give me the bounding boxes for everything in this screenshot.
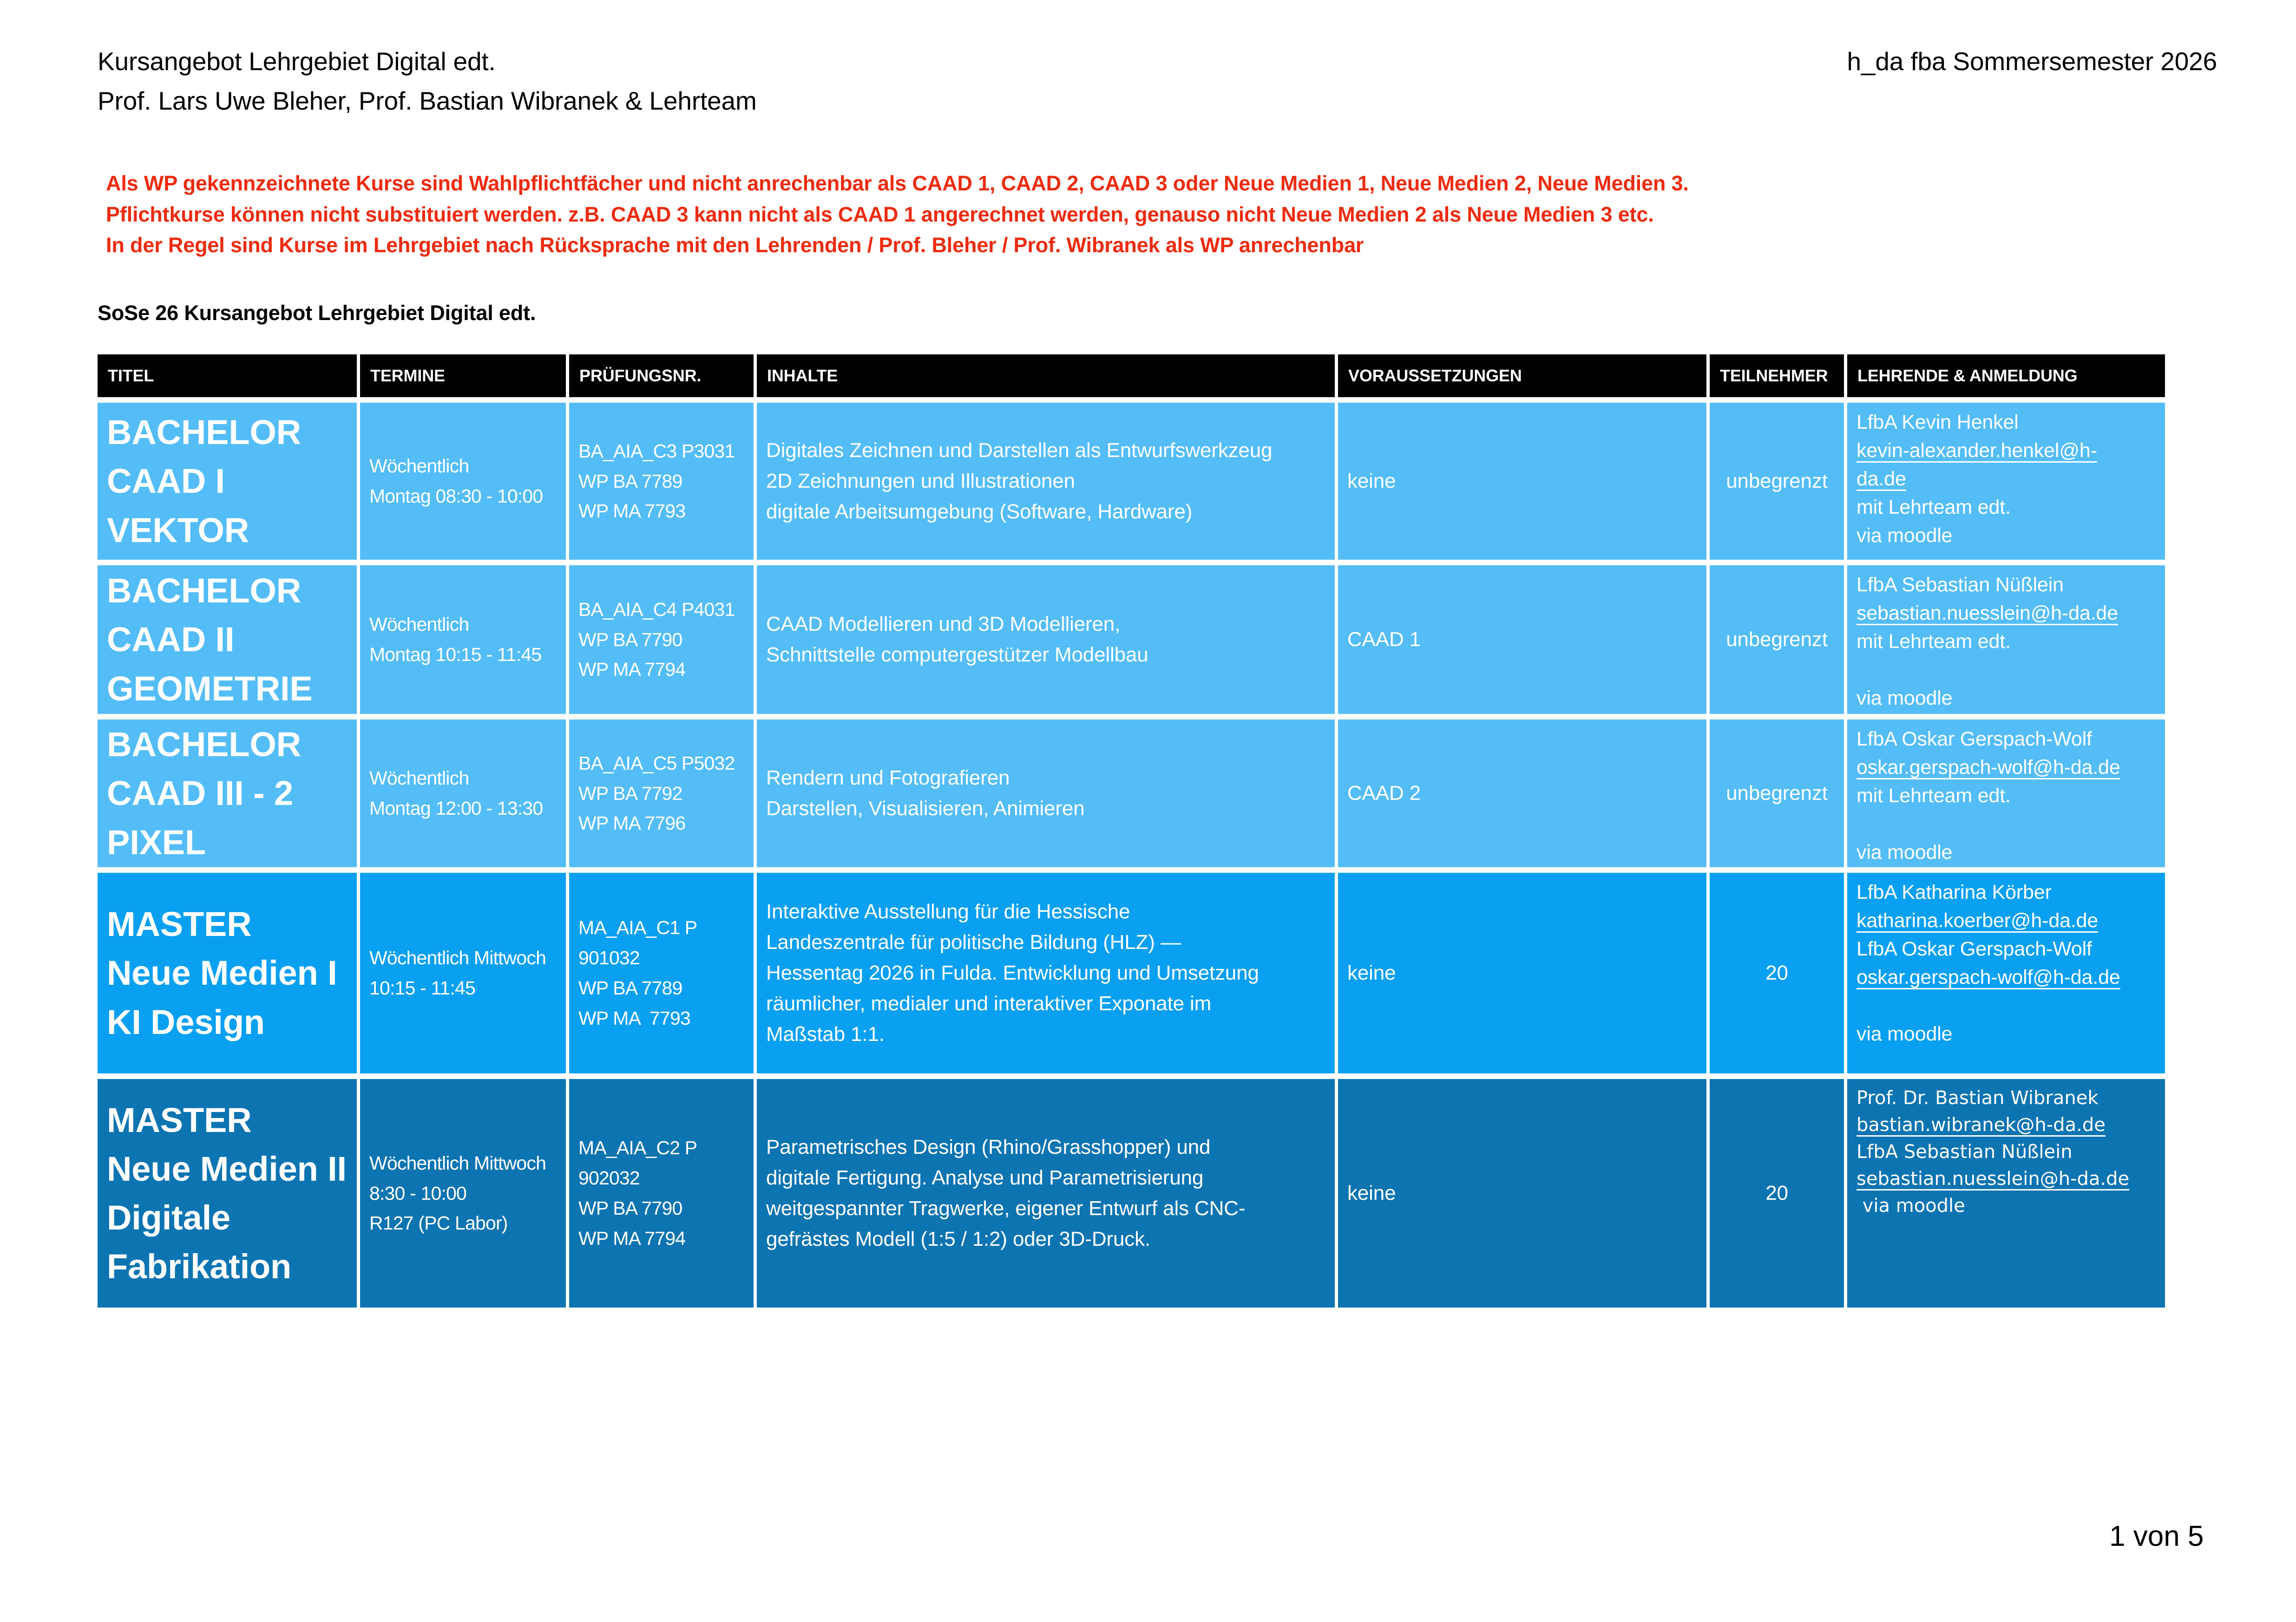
schedule-line: 10:15 - 11:45 [369, 977, 475, 999]
table-row [98, 719, 2165, 867]
instructor-line: LfbA Katharina Körber [1856, 881, 2052, 903]
schedule-line: Montag 12:00 - 13:30 [369, 798, 543, 819]
exam-number [569, 873, 754, 1073]
schedule-line: R127 (PC Labor) [369, 1212, 508, 1234]
instructor-line [1856, 656, 2159, 684]
course-title-line: BACHELOR [107, 413, 302, 452]
course-title [98, 403, 357, 560]
content-line: Digitales Zeichnen und Darstellen als Entwurfswerkzeug [766, 439, 1273, 462]
exam-number [569, 1079, 754, 1308]
email-link[interactable]: kevin-alexander.henkel@h- [1856, 439, 2097, 462]
table-row [98, 873, 2165, 1073]
column-header-7: LEHRENDE & ANMELDUNG [1847, 354, 2165, 397]
content-line: 2D Zeichnungen und Illustrationen [766, 470, 1075, 492]
content-line: Interaktive Ausstellung für die Hessische [766, 900, 1130, 923]
content-line: Parametrisches Design (Rhino/Grasshopper) und [766, 1136, 1211, 1158]
instructor-line: mit Lehrteam edt. [1856, 785, 2011, 807]
exam-number-line: WP BA 7790 [578, 1197, 682, 1219]
column-header-4: INHALTE [757, 354, 1335, 397]
email-link[interactable]: oskar.gerspach-wolf@h-da.de [1856, 966, 2120, 989]
column-header-5: VORAUSSETZUNGEN [1338, 354, 1706, 397]
instructor-line: mit Lehrteam edt. [1856, 496, 2011, 519]
content-line: Landeszentrale für politische Bildung (HLZ) — [766, 931, 1181, 954]
exam-number-line: BA_AIA_C5 P5032 [578, 752, 735, 774]
course-title-line: VEKTOR [107, 510, 249, 549]
email-link[interactable]: sebastian.nuesslein@h-da.de [1856, 1168, 2130, 1190]
participants: 20 [1710, 873, 1844, 1073]
instructor-line: LfbA Oskar Gerspach-Wolf [1856, 728, 2092, 750]
column-header-2: TERMINE [360, 354, 566, 397]
content-line: gefrästes Modell (1:5 / 1:2) oder 3D-Druck. [766, 1228, 1151, 1250]
course-title [98, 873, 357, 1073]
exam-number-line: WP BA 7789 [578, 977, 682, 999]
content-line: räumlicher, medialer und interaktiver Exponate im [766, 992, 1212, 1015]
email-link[interactable]: katharina.koerber@h-da.de [1856, 909, 2099, 932]
email-link[interactable]: oskar.gerspach-wolf@h-da.de [1856, 756, 2120, 779]
instructor-line: via moodle [1856, 687, 1953, 710]
exam-number-line: WP MA 7794 [578, 1227, 686, 1249]
course-content [757, 403, 1335, 560]
notice-line-1: Als WP gekennzeichnete Kurse sind Wahlpflichtfächer und nicht anrechenbar als CAAD 1, CAAD 2, CAAD 3 oder Neue Medien 1, Neue Medien 2, Neue Medien 3. [106, 171, 1689, 195]
schedule-line: Montag 10:15 - 11:45 [369, 644, 542, 665]
course-title-line: Fabrikation [107, 1247, 292, 1286]
instructor-line: mit Lehrteam edt. [1856, 630, 2011, 653]
exam-number-line: MA_AIA_C2 P 902032 [578, 1137, 702, 1189]
schedule-line: Montag 08:30 - 10:00 [369, 485, 543, 507]
email-link[interactable]: da.de [1856, 468, 1906, 491]
course-title [98, 719, 357, 867]
prerequisites: keine [1338, 873, 1706, 1073]
instructors [1847, 565, 2165, 714]
table-caption: SoSe 26 Kursangebot Lehrgebiet Digital edt. [98, 301, 536, 325]
course-content [757, 719, 1335, 867]
course-content [757, 873, 1335, 1073]
instructors [1847, 403, 2165, 560]
instructor-line: via moodle [1856, 1195, 1965, 1216]
course-title-line: CAAD II [107, 620, 235, 659]
course-title-line: MASTER [107, 905, 252, 944]
instructor-line [1856, 992, 2159, 1020]
instructors [1847, 719, 2165, 867]
exam-number-line: WP MA 7793 [578, 500, 686, 522]
course-title-line: BACHELOR [107, 571, 302, 610]
table-header-row [98, 354, 2165, 397]
participants: 20 [1710, 1079, 1844, 1308]
instructor-line: via moodle [1856, 1023, 1953, 1046]
exam-number-line: WP MA 7796 [578, 812, 686, 834]
wp-notice [106, 168, 1689, 261]
content-line: weitgespannter Tragwerke, eigener Entwurf als CNC- [766, 1197, 1246, 1220]
schedule-line: 8:30 - 10:00 [369, 1182, 466, 1204]
course-schedule [360, 719, 566, 867]
participants: unbegrenzt [1710, 719, 1844, 867]
exam-number [569, 719, 754, 867]
course-title-line: MASTER [107, 1100, 252, 1139]
column-header-1: TITEL [98, 354, 357, 397]
content-line: Hessentag 2026 in Fulda. Entwicklung und Umsetzung [766, 961, 1259, 984]
title-line1: Kursangebot Lehrgebiet Digital edt. [98, 47, 496, 76]
instructor-line: via moodle [1856, 841, 1953, 864]
instructor-line: LfbA Oskar Gerspach-Wolf [1856, 938, 2092, 961]
participants: unbegrenzt [1710, 565, 1844, 714]
content-line: Darstellen, Visualisieren, Animieren [766, 797, 1085, 820]
schedule-line: Wöchentlich [369, 614, 469, 635]
document-title [98, 42, 757, 121]
instructors [1847, 1079, 2165, 1308]
course-content [757, 565, 1335, 714]
course-schedule [360, 565, 566, 714]
course-title [98, 1079, 357, 1308]
course-title [98, 565, 357, 714]
instructor-line: LfbA Kevin Henkel [1856, 411, 2019, 433]
instructor-line: LfbA Sebastian Nüßlein [1856, 574, 2064, 596]
prerequisites: CAAD 2 [1338, 719, 1706, 867]
exam-number-line: BA_AIA_C3 P3031 [578, 440, 735, 462]
semester-label: h_da fba Sommersemester 2026 [1847, 47, 2217, 76]
table-row [98, 1079, 2165, 1308]
schedule-line: Wöchentlich [369, 767, 469, 789]
course-content [757, 1079, 1335, 1308]
exam-number [569, 565, 754, 714]
email-link[interactable]: sebastian.nuesslein@h-da.de [1856, 602, 2118, 625]
course-title-line: Neue Medien I [107, 954, 337, 993]
content-line: Rendern und Fotografieren [766, 766, 1010, 789]
table-row [98, 565, 2165, 714]
prerequisites: keine [1338, 1079, 1706, 1308]
course-title-line: KI Design [107, 1002, 265, 1041]
email-link[interactable]: bastian.wibranek@h-da.de [1856, 1114, 2106, 1136]
course-table [98, 354, 2165, 1308]
course-title-line: GEOMETRIE [107, 669, 313, 708]
instructor-line: via moodle [1856, 524, 1953, 547]
course-title-line: PIXEL [107, 823, 206, 862]
content-line: digitale Fertigung. Analyse und Parametrisierung [766, 1166, 1204, 1189]
exam-number-line: WP MA 7794 [578, 659, 686, 680]
exam-number [569, 403, 754, 560]
instructor-line: Prof. Dr. Bastian Wibranek [1856, 1087, 2099, 1109]
instructor-line [1856, 810, 2159, 838]
course-title-line: BACHELOR [107, 725, 302, 764]
course-title-line: CAAD III - 2 [107, 774, 293, 813]
exam-number-line: WP MA 7793 [578, 1007, 690, 1029]
course-schedule [360, 873, 566, 1073]
course-title-line: Neue Medien II [107, 1149, 347, 1188]
content-line: Schnittstelle computergestützer Modellbau [766, 643, 1148, 666]
instructor-line: LfbA Sebastian Nüßlein [1856, 1141, 2073, 1163]
page-number: 1 von 5 [2109, 1520, 2204, 1552]
prerequisites: CAAD 1 [1338, 565, 1706, 714]
column-header-3: PRÜFUNGSNR. [569, 354, 754, 397]
column-header-6: TEILNEHMER [1710, 354, 1844, 397]
content-line: CAAD Modellieren und 3D Modellieren, [766, 613, 1121, 635]
exam-number-line: WP BA 7789 [578, 470, 682, 492]
instructors [1847, 873, 2165, 1073]
notice-line-3: In der Regel sind Kurse im Lehrgebiet nach Rücksprache mit den Lehrenden / Prof. Bleher / Prof. Wibranek als WP anrechenbar [106, 233, 1364, 257]
course-title-line: CAAD I [107, 462, 225, 501]
table-row [98, 403, 2165, 560]
prerequisites: keine [1338, 403, 1706, 560]
content-line: digitale Arbeitsumgebung (Software, Hardware) [766, 500, 1193, 523]
exam-number-line: BA_AIA_C4 P4031 [578, 598, 735, 620]
notice-line-2: Pflichtkurse können nicht substituiert werden. z.B. CAAD 3 kann nicht als CAAD 1 angerechnet werden, genauso nicht Neue Medien 2 als Neue Medien 3 etc. [106, 202, 1654, 226]
schedule-line: Wöchentlich Mittwoch [369, 1152, 546, 1174]
title-line2: Prof. Lars Uwe Bleher, Prof. Bastian Wibranek & Lehrteam [98, 86, 757, 116]
course-schedule [360, 403, 566, 560]
participants: unbegrenzt [1710, 403, 1844, 560]
schedule-line: Wöchentlich Mittwoch [369, 947, 546, 969]
exam-number-line: MA_AIA_C1 P 901032 [578, 917, 702, 969]
content-line: Maßstab 1:1. [766, 1023, 885, 1046]
course-title-line: Digitale [107, 1198, 230, 1237]
exam-number-line: WP BA 7790 [578, 628, 682, 650]
schedule-line: Wöchentlich [369, 455, 469, 477]
exam-number-line: WP BA 7792 [578, 782, 682, 804]
course-schedule [360, 1079, 566, 1308]
